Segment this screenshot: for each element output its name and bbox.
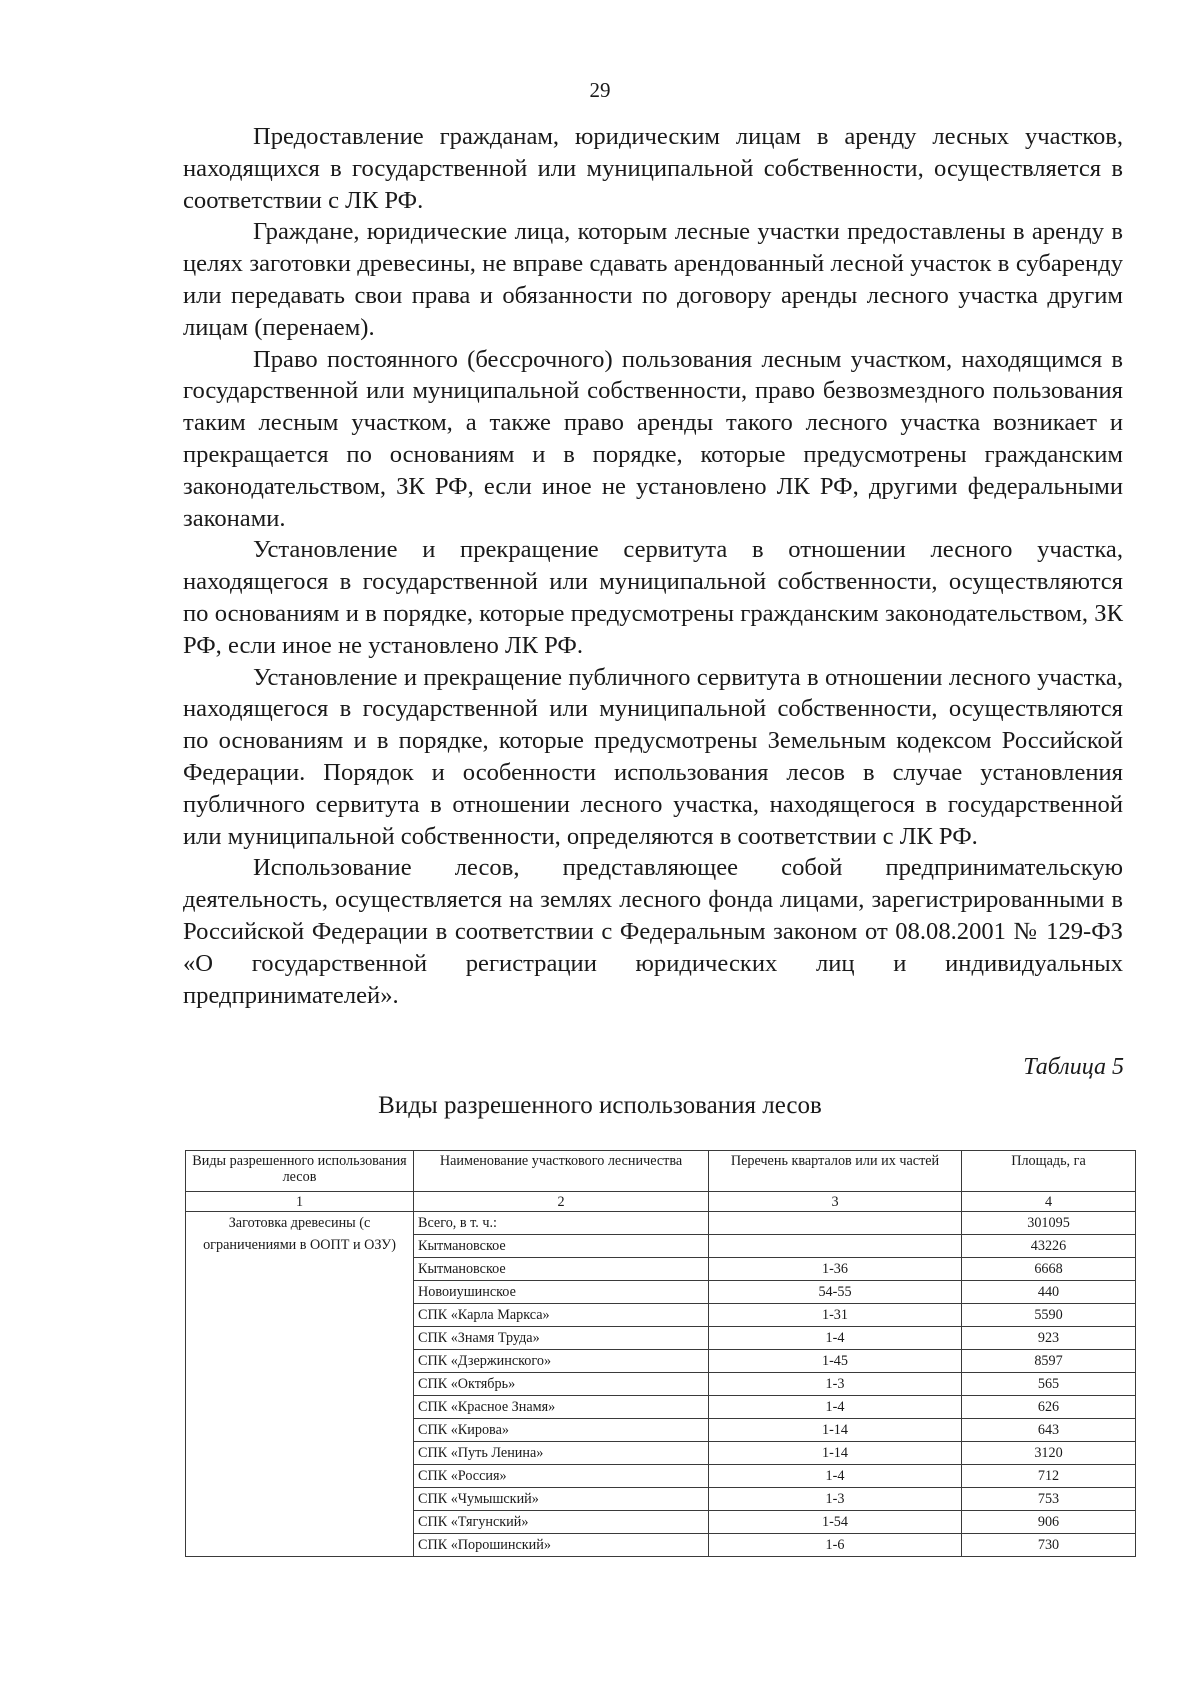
forestry-name-cell: СПК «Красное Знамя» — [414, 1396, 709, 1419]
quarters-cell — [709, 1235, 962, 1258]
forestry-name-cell: Кытмановское — [414, 1258, 709, 1281]
column-header-use-type: Виды разрешенного использования лесов — [186, 1151, 414, 1192]
area-cell: 43226 — [962, 1235, 1136, 1258]
forestry-name-cell: СПК «Тягунский» — [414, 1511, 709, 1534]
forestry-name-cell: Новоиушинское — [414, 1281, 709, 1304]
forestry-name-cell: Всего, в т. ч.: — [414, 1212, 709, 1235]
forestry-name-cell: Кытмановское — [414, 1235, 709, 1258]
quarters-cell: 1-6 — [709, 1534, 962, 1557]
column-number-row — [186, 1192, 1136, 1212]
table-label: Таблица 5 — [1023, 1054, 1124, 1080]
forestry-name-cell: СПК «Порошинский» — [414, 1534, 709, 1557]
area-cell: 3120 — [962, 1442, 1136, 1465]
paragraph: Установление и прекращение публичного сервитута в отношении лесного участка, находящегося в государственной или муниципальной собственности, осуществляются по основаниям и в порядке, которые предусмотрены Земельным кодексом Российской Федерации. Порядок и особенности использования лесов в случае установления публичного сервитута в отношении лесного участка, находящегося в государственной или муниципальной собственности, определяются в соответствии с ЛК РФ. — [183, 663, 1123, 850]
quarters-cell — [709, 1212, 962, 1235]
quarters-cell: 1-36 — [709, 1258, 962, 1281]
area-cell: 626 — [962, 1396, 1136, 1419]
area-cell: 730 — [962, 1534, 1136, 1557]
quarters-cell: 1-31 — [709, 1304, 962, 1327]
forestry-name-cell: СПК «Чумышский» — [414, 1488, 709, 1511]
quarters-cell: 1-4 — [709, 1396, 962, 1419]
forestry-name-cell: СПК «Дзержинского» — [414, 1350, 709, 1373]
quarters-cell: 1-4 — [709, 1465, 962, 1488]
forest-use-table — [185, 1150, 1136, 1557]
area-cell: 923 — [962, 1327, 1136, 1350]
forestry-name-cell: СПК «Знамя Труда» — [414, 1327, 709, 1350]
area-cell: 565 — [962, 1373, 1136, 1396]
paragraph: Предоставление гражданам, юридическим лицам в аренду лесных участков, находящихся в государственной или муниципальной собственности, осуществляется в соответствии с ЛК РФ. — [183, 123, 1123, 214]
area-cell: 301095 — [962, 1212, 1136, 1235]
area-cell: 5590 — [962, 1304, 1136, 1327]
area-cell: 8597 — [962, 1350, 1136, 1373]
forestry-name-cell: СПК «Октябрь» — [414, 1373, 709, 1396]
quarters-cell: 1-14 — [709, 1419, 962, 1442]
column-header-quarters: Перечень кварталов или их частей — [709, 1151, 962, 1192]
column-number: 2 — [414, 1192, 709, 1212]
table-header-row — [186, 1151, 1136, 1192]
forestry-name-cell: СПК «Карла Маркса» — [414, 1304, 709, 1327]
quarters-cell: 1-4 — [709, 1327, 962, 1350]
quarters-cell: 1-54 — [709, 1511, 962, 1534]
area-cell: 6668 — [962, 1258, 1136, 1281]
table-body — [186, 1212, 1136, 1557]
body-text — [183, 121, 1123, 1011]
quarters-cell: 1-14 — [709, 1442, 962, 1465]
area-cell: 643 — [962, 1419, 1136, 1442]
column-number: 4 — [962, 1192, 1136, 1212]
quarters-cell: 54-55 — [709, 1281, 962, 1304]
use-type-cell: Заготовка древесины (с ограничениями в ООПТ и ОЗУ) — [186, 1212, 414, 1557]
area-cell: 906 — [962, 1511, 1136, 1534]
area-cell: 440 — [962, 1281, 1136, 1304]
forestry-name-cell: СПК «Кирова» — [414, 1419, 709, 1442]
table-row — [186, 1212, 1136, 1235]
forestry-name-cell: СПК «Россия» — [414, 1465, 709, 1488]
paragraph: Право постоянного (бессрочного) пользования лесным участком, находящимся в государственной или муниципальной собственности, право безвозмездного пользования таким лесным участком, а также право аренды такого лесного участка возникает и прекращается по основаниям и в порядке, которые предусмотрены гражданским законодательством, ЗК РФ, если иное не установлено ЛК РФ, другими федеральными законами. — [183, 345, 1123, 532]
paragraph: Граждане, юридические лица, которым лесные участки предоставлены в аренду в целях заготовки древесины, не вправе сдавать арендованный лесной участок в субаренду или передавать свои права и обязанности по договору аренды лесного участка другим лицам (перенаем). — [183, 218, 1123, 341]
column-header-area: Площадь, га — [962, 1151, 1136, 1192]
forestry-name-cell: СПК «Путь Ленина» — [414, 1442, 709, 1465]
area-cell: 712 — [962, 1465, 1136, 1488]
column-number: 1 — [186, 1192, 414, 1212]
column-number: 3 — [709, 1192, 962, 1212]
page-number: 29 — [589, 78, 611, 102]
area-cell: 753 — [962, 1488, 1136, 1511]
table-title: Виды разрешенного использования лесов — [378, 1092, 822, 1119]
quarters-cell: 1-45 — [709, 1350, 962, 1373]
quarters-cell: 1-3 — [709, 1488, 962, 1511]
column-header-forestry: Наименование участкового лесничества — [414, 1151, 709, 1192]
paragraph: Установление и прекращение сервитута в отношении лесного участка, находящегося в государственной или муниципальной собственности, осуществляются по основаниям и в порядке, которые предусмотрены гражданским законодательством, ЗК РФ, если иное не установлено ЛК РФ. — [183, 536, 1123, 659]
quarters-cell: 1-3 — [709, 1373, 962, 1396]
paragraph: Использование лесов, представляющее собой предпринимательскую деятельность, осуществляется на землях лесного фонда лицами, зарегистрированными в Российской Федерации в соответствии с Федеральным законом от 08.08.2001 № 129-ФЗ «О государственной регистрации юридических лиц и индивидуальных предпринимателей». — [183, 854, 1123, 1009]
